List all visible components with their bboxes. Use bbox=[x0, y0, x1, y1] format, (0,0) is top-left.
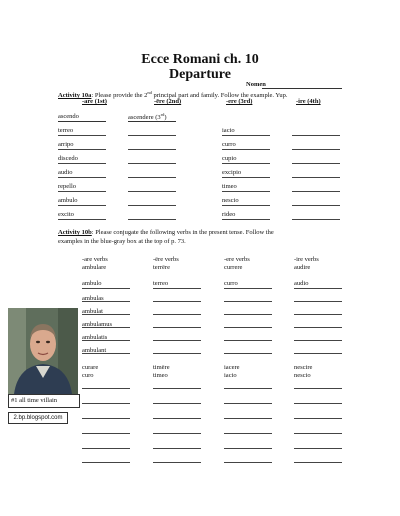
verb-left: arripo bbox=[58, 141, 74, 148]
type-ere-3rd: -ere verbs bbox=[224, 256, 250, 263]
verb-underline bbox=[222, 205, 270, 206]
answer-blank[interactable] bbox=[128, 177, 176, 178]
form-terreo: terreo bbox=[153, 280, 169, 287]
verb-underline bbox=[58, 219, 106, 220]
form-ambulatis: ambulatis bbox=[82, 334, 108, 341]
form-audio: audio bbox=[294, 280, 309, 287]
conjugation-blank[interactable] bbox=[294, 462, 342, 463]
conjugation-blank[interactable] bbox=[82, 340, 130, 341]
form-ambulant: ambulant bbox=[82, 347, 107, 354]
conjugation-blank[interactable] bbox=[82, 327, 130, 328]
conjugation-blank[interactable] bbox=[153, 301, 201, 302]
verb-left: audio bbox=[58, 169, 73, 176]
form-ambulat: ambulat bbox=[82, 308, 103, 315]
conjugation-blank[interactable] bbox=[82, 388, 130, 389]
page-title: Ecce Romani ch. 10 bbox=[141, 52, 259, 67]
inf-curare: curare bbox=[82, 364, 99, 371]
page-subtitle: Departure bbox=[169, 67, 231, 82]
conjugation-blank[interactable] bbox=[153, 288, 201, 289]
photo-caption: #1 all time villain bbox=[8, 394, 80, 408]
inf-currere: currere bbox=[224, 264, 243, 271]
verb-underline bbox=[222, 177, 270, 178]
conjugation-blank[interactable] bbox=[224, 462, 272, 463]
verb-underline bbox=[222, 149, 270, 150]
activity-10a-instructions: Activity 10a: Please provide the 2nd principal part and family. Follow the example. Yup. bbox=[58, 90, 288, 100]
verb-left: repello bbox=[58, 183, 77, 190]
photo-source: 2.bp.blogspot.com bbox=[8, 412, 68, 424]
verb-right: cupio bbox=[222, 155, 237, 162]
conjugation-blank[interactable] bbox=[224, 353, 272, 354]
verb-right: rideo bbox=[222, 211, 236, 218]
answer-blank[interactable] bbox=[128, 163, 176, 164]
inf-audire: audire bbox=[294, 264, 311, 271]
example-verb-underline bbox=[58, 121, 106, 122]
villain-photo bbox=[8, 308, 78, 394]
example-verb: ascendo bbox=[58, 113, 79, 120]
col-header-ere-2nd: -ēre (2nd) bbox=[154, 98, 182, 105]
conjugation-blank[interactable] bbox=[153, 314, 201, 315]
answer-blank[interactable] bbox=[128, 205, 176, 206]
form-iacio: iacio bbox=[224, 372, 237, 379]
inf-iacere: iacere bbox=[224, 364, 240, 371]
form-ambulo: ambulo bbox=[82, 280, 102, 287]
inf-ambulare: ambulare bbox=[82, 264, 107, 271]
conjugation-blank[interactable] bbox=[153, 388, 201, 389]
verb-underline bbox=[58, 149, 106, 150]
verb-left: ambulo bbox=[58, 197, 78, 204]
verb-underline bbox=[222, 219, 270, 220]
portrait-image bbox=[8, 308, 78, 394]
verb-right: timeo bbox=[222, 183, 237, 190]
conjugation-blank[interactable] bbox=[294, 340, 342, 341]
form-nescio: nescio bbox=[294, 372, 311, 379]
col-header-ire: -ire (4th) bbox=[296, 98, 321, 105]
verb-right: curro bbox=[222, 141, 236, 148]
answer-blank[interactable] bbox=[128, 219, 176, 220]
conjugation-blank[interactable] bbox=[294, 433, 342, 434]
form-curo: curo bbox=[82, 372, 94, 379]
conjugation-blank[interactable] bbox=[224, 433, 272, 434]
answer-blank[interactable] bbox=[128, 191, 176, 192]
conjugation-blank[interactable] bbox=[153, 403, 201, 404]
inf-nescire: nescire bbox=[294, 364, 313, 371]
verb-underline bbox=[58, 135, 106, 136]
col-header-ere-3rd: -ere (3rd) bbox=[226, 98, 253, 105]
conjugation-blank[interactable] bbox=[224, 340, 272, 341]
conjugation-blank[interactable] bbox=[82, 314, 130, 315]
example-answer: ascendere (3rd) bbox=[128, 112, 167, 122]
conjugation-blank[interactable] bbox=[294, 301, 342, 302]
inf-terrere: terrēre bbox=[153, 264, 170, 271]
conjugation-blank[interactable] bbox=[224, 388, 272, 389]
answer-blank[interactable] bbox=[292, 191, 340, 192]
conjugation-blank[interactable] bbox=[224, 327, 272, 328]
answer-blank[interactable] bbox=[292, 135, 340, 136]
conjugation-blank[interactable] bbox=[153, 327, 201, 328]
form-timeo: timeo bbox=[153, 372, 168, 379]
verb-underline bbox=[222, 135, 270, 136]
conjugation-blank[interactable] bbox=[294, 418, 342, 419]
verb-underline bbox=[58, 191, 106, 192]
verb-underline bbox=[58, 177, 106, 178]
answer-blank[interactable] bbox=[292, 177, 340, 178]
verb-right: nescio bbox=[222, 197, 239, 204]
conjugation-blank[interactable] bbox=[82, 462, 130, 463]
verb-underline bbox=[222, 163, 270, 164]
answer-blank[interactable] bbox=[128, 135, 176, 136]
conjugation-blank[interactable] bbox=[294, 314, 342, 315]
nomen-label: Nomen bbox=[246, 81, 266, 88]
verb-left: terreo bbox=[58, 127, 74, 134]
conjugation-blank[interactable] bbox=[153, 418, 201, 419]
verb-underline bbox=[58, 163, 106, 164]
verb-left: excito bbox=[58, 211, 74, 218]
conjugation-blank[interactable] bbox=[153, 353, 201, 354]
activity-10b-instructions: Activity 10b: Please conjugate the following verbs in the present tense. Follow the bbox=[58, 229, 274, 236]
conjugation-blank[interactable] bbox=[224, 448, 272, 449]
verb-right: excipio bbox=[222, 169, 242, 176]
form-curro: curro bbox=[224, 280, 238, 287]
type-are: -are verbs bbox=[82, 256, 108, 263]
example-answer-underline bbox=[128, 121, 176, 122]
conjugation-blank[interactable] bbox=[294, 327, 342, 328]
conjugation-blank[interactable] bbox=[294, 288, 342, 289]
conjugation-blank[interactable] bbox=[294, 353, 342, 354]
conjugation-blank[interactable] bbox=[153, 340, 201, 341]
conjugation-blank[interactable] bbox=[224, 301, 272, 302]
conjugation-blank[interactable] bbox=[294, 388, 342, 389]
conjugation-blank[interactable] bbox=[153, 462, 201, 463]
conjugation-blank[interactable] bbox=[153, 433, 201, 434]
verb-right: iacio bbox=[222, 127, 235, 134]
answer-blank[interactable] bbox=[292, 149, 340, 150]
conjugation-blank[interactable] bbox=[224, 288, 272, 289]
verb-underline bbox=[222, 191, 270, 192]
conjugation-blank[interactable] bbox=[82, 448, 130, 449]
conjugation-blank[interactable] bbox=[82, 433, 130, 434]
answer-blank[interactable] bbox=[292, 219, 340, 220]
conjugation-blank[interactable] bbox=[153, 448, 201, 449]
answer-blank[interactable] bbox=[292, 205, 340, 206]
verb-left: discedo bbox=[58, 155, 78, 162]
form-ambulas: ambulas bbox=[82, 295, 104, 302]
conjugation-blank[interactable] bbox=[224, 418, 272, 419]
conjugation-blank[interactable] bbox=[82, 288, 130, 289]
col-header-are: -are (1st) bbox=[82, 98, 107, 105]
answer-blank[interactable] bbox=[128, 149, 176, 150]
inf-timere: timēre bbox=[153, 364, 170, 371]
conjugation-blank[interactable] bbox=[82, 418, 130, 419]
conjugation-blank[interactable] bbox=[294, 403, 342, 404]
conjugation-blank[interactable] bbox=[224, 403, 272, 404]
conjugation-blank[interactable] bbox=[82, 353, 130, 354]
conjugation-blank[interactable] bbox=[82, 403, 130, 404]
conjugation-blank[interactable] bbox=[82, 301, 130, 302]
conjugation-blank[interactable] bbox=[224, 314, 272, 315]
form-ambulamus: ambulamus bbox=[82, 321, 112, 328]
type-ire: -ire verbs bbox=[294, 256, 319, 263]
activity-10b-instructions-line2: examples in the blue-gray box at the top of p. 73. bbox=[58, 238, 186, 245]
verb-underline bbox=[58, 205, 106, 206]
type-ere-2nd: -ēre verbs bbox=[153, 256, 179, 263]
conjugation-blank[interactable] bbox=[294, 448, 342, 449]
answer-blank[interactable] bbox=[292, 163, 340, 164]
